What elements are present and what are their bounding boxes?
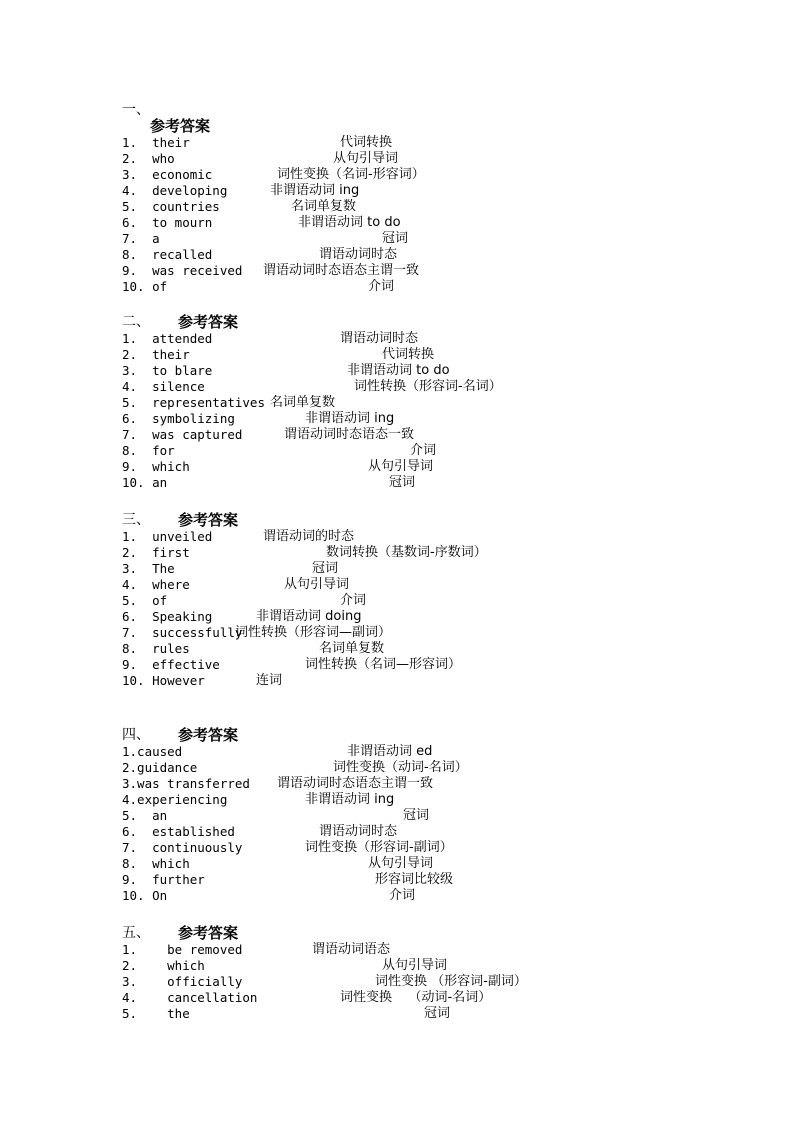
section-title: 参考答案 (178, 726, 239, 744)
answer-text: 2.guidance (122, 760, 198, 775)
grammar-note: 非谓语动词 ing (305, 411, 395, 426)
grammar-note: 谓语动词时态语态一致 (284, 427, 415, 442)
answer-text: 4.experiencing (122, 792, 228, 807)
section-number: 四、 (122, 727, 150, 743)
section-title: 参考答案 (178, 924, 239, 942)
answer-row (122, 247, 398, 263)
grammar-note: 介词 (340, 593, 367, 608)
grammar-note: 非谓语动词 ing (305, 792, 395, 807)
answer-row (122, 593, 367, 609)
grammar-note: 谓语动词时态 (340, 331, 419, 346)
grammar-note: 从句引导词 (368, 459, 434, 474)
answer-row (122, 641, 385, 657)
grammar-note: 词性转换（形容词-名词） (354, 379, 502, 394)
answer-row (122, 331, 419, 347)
answer-row (122, 561, 339, 577)
answer-text: 9. further (122, 872, 205, 887)
answer-text: 3. The (122, 561, 175, 576)
grammar-note: 从句引导词 (333, 151, 399, 166)
answer-row (122, 215, 401, 231)
answer-row (122, 347, 435, 363)
answer-text: 10. On (122, 888, 168, 903)
grammar-note: 数词转换（基数词-序数词） (326, 545, 487, 560)
grammar-note: 谓语动词语态 (312, 942, 391, 957)
answer-row (122, 363, 450, 379)
grammar-note: 非谓语动词 ing (270, 183, 360, 198)
answer-text: 6. Speaking (122, 609, 213, 624)
answer-text: 5. representatives (122, 395, 265, 410)
grammar-note: 词性变换（名词-形容词） (277, 167, 425, 182)
grammar-note: 介词 (389, 888, 416, 903)
answer-text: 4. where (122, 577, 190, 592)
grammar-note: 词性转换（形容词—副词） (235, 625, 392, 640)
answer-row (122, 1006, 451, 1022)
grammar-note: 从句引导词 (368, 856, 434, 871)
answer-text: 1. unveiled (122, 529, 213, 544)
answer-row (122, 529, 355, 545)
answer-row (122, 974, 527, 990)
answer-row (122, 840, 453, 856)
answer-text: 3. economic (122, 167, 213, 182)
answer-row (122, 856, 434, 872)
answer-text: 1. attended (122, 331, 213, 346)
section-title: 参考答案 (150, 117, 211, 135)
grammar-note: 名词单复数 (270, 395, 336, 410)
answer-row (122, 824, 398, 840)
answer-text: 8. which (122, 856, 190, 871)
grammar-note: 词性变换 （形容词-副词） (375, 974, 527, 989)
answer-row (122, 942, 391, 958)
answer-text: 10. of (122, 279, 168, 294)
grammar-note: 非谓语动词 to do (347, 363, 450, 378)
grammar-note: 从句引导词 (284, 577, 350, 592)
answer-text: 5. countries (122, 199, 220, 214)
answer-text: 7. successfully (122, 625, 243, 640)
grammar-note: 非谓语动词 doing (256, 609, 362, 624)
answer-text: 3. officially (122, 974, 243, 989)
answer-text: 8. for (122, 443, 175, 458)
grammar-note: 冠词 (424, 1006, 451, 1021)
answer-row (122, 411, 395, 427)
answer-text: 6. to mourn (122, 215, 213, 230)
grammar-note: 名词单复数 (319, 641, 385, 656)
answer-text: 9. was received (122, 263, 243, 278)
grammar-note: 词性变换 （动词-名词） (340, 990, 492, 1005)
answer-text: 2. who (122, 151, 175, 166)
grammar-note: 谓语动词时态语态主谓一致 (263, 263, 420, 278)
section-title: 参考答案 (178, 511, 239, 529)
answer-row (122, 151, 399, 167)
answer-row (122, 199, 357, 215)
grammar-note: 名词单复数 (291, 199, 357, 214)
answer-text: 1. be removed (122, 942, 243, 957)
answer-text: 5. of (122, 593, 168, 608)
answer-row (122, 808, 430, 824)
answer-row (122, 475, 416, 491)
answer-text: 7. was captured (122, 427, 243, 442)
grammar-note: 冠词 (382, 231, 409, 246)
answer-text: 2. which (122, 958, 205, 973)
answer-text: 6. established (122, 824, 235, 839)
answer-text: 9. effective (122, 657, 220, 672)
answer-text: 4. cancellation (122, 990, 258, 1005)
answer-row (122, 657, 462, 673)
answer-text: 9. which (122, 459, 190, 474)
grammar-note: 从句引导词 (382, 958, 448, 973)
grammar-note: 非谓语动词 to do (298, 215, 401, 230)
answer-row (122, 577, 350, 593)
answer-row (122, 792, 395, 808)
answer-text: 1.caused (122, 744, 183, 759)
answer-text: 4. developing (122, 183, 228, 198)
grammar-note: 谓语动词的时态 (263, 529, 355, 544)
grammar-note: 非谓语动词 ed (347, 744, 433, 759)
answer-row (122, 673, 283, 689)
grammar-note: 词性变换（形容词-副词） (305, 840, 453, 855)
answer-text: 3. to blare (122, 363, 213, 378)
answer-row (122, 888, 416, 904)
answer-row (122, 744, 433, 760)
answer-text: 7. continuously (122, 840, 243, 855)
answer-text: 1. their (122, 135, 190, 150)
grammar-note: 冠词 (312, 561, 339, 576)
grammar-note: 词性变换（动词-名词） (333, 760, 468, 775)
answer-row (122, 760, 468, 776)
answer-row (122, 263, 420, 279)
answer-row (122, 958, 448, 974)
answer-row (122, 279, 395, 295)
grammar-note: 代词转换 (382, 347, 435, 362)
answer-row (122, 427, 415, 443)
answer-row (122, 545, 487, 561)
answer-row (122, 183, 360, 199)
answer-text: 10. However (122, 673, 205, 688)
answer-row (122, 459, 434, 475)
grammar-note: 形容词比较级 (375, 872, 454, 887)
grammar-note: 谓语动词时态 (319, 824, 398, 839)
grammar-note: 代词转换 (340, 135, 393, 150)
answer-text: 4. silence (122, 379, 205, 394)
grammar-note: 词性转换（名词—形容词） (305, 657, 462, 672)
answer-text: 5. the (122, 1006, 190, 1021)
answer-row (122, 776, 434, 792)
answer-row (122, 395, 336, 411)
grammar-note: 连词 (256, 673, 283, 688)
grammar-note: 介词 (368, 279, 395, 294)
section-number: 一、 (122, 102, 150, 118)
answer-row (122, 231, 409, 247)
answer-text: 2. their (122, 347, 190, 362)
answer-row (122, 379, 502, 395)
answer-text: 6. symbolizing (122, 411, 235, 426)
section-title: 参考答案 (178, 313, 239, 331)
answer-text: 2. first (122, 545, 190, 560)
answer-text: 3.was transferred (122, 776, 250, 791)
answer-text: 8. rules (122, 641, 190, 656)
section-number: 三、 (122, 512, 150, 528)
answer-row (122, 625, 392, 641)
grammar-note: 冠词 (389, 475, 416, 490)
grammar-note: 冠词 (403, 808, 430, 823)
answer-row (122, 443, 437, 459)
grammar-note: 谓语动词时态 (319, 247, 398, 262)
answer-text: 7. a (122, 231, 160, 246)
section-number: 二、 (122, 314, 150, 330)
answer-row (122, 167, 425, 183)
answer-row (122, 872, 454, 888)
answer-text: 5. an (122, 808, 168, 823)
answer-text: 8. recalled (122, 247, 213, 262)
section-number: 五、 (122, 925, 150, 941)
answer-text: 10. an (122, 475, 168, 490)
answer-row (122, 990, 492, 1006)
grammar-note: 谓语动词时态语态主谓一致 (277, 776, 434, 791)
answer-row (122, 135, 393, 151)
grammar-note: 介词 (410, 443, 437, 458)
answer-row (122, 609, 362, 625)
